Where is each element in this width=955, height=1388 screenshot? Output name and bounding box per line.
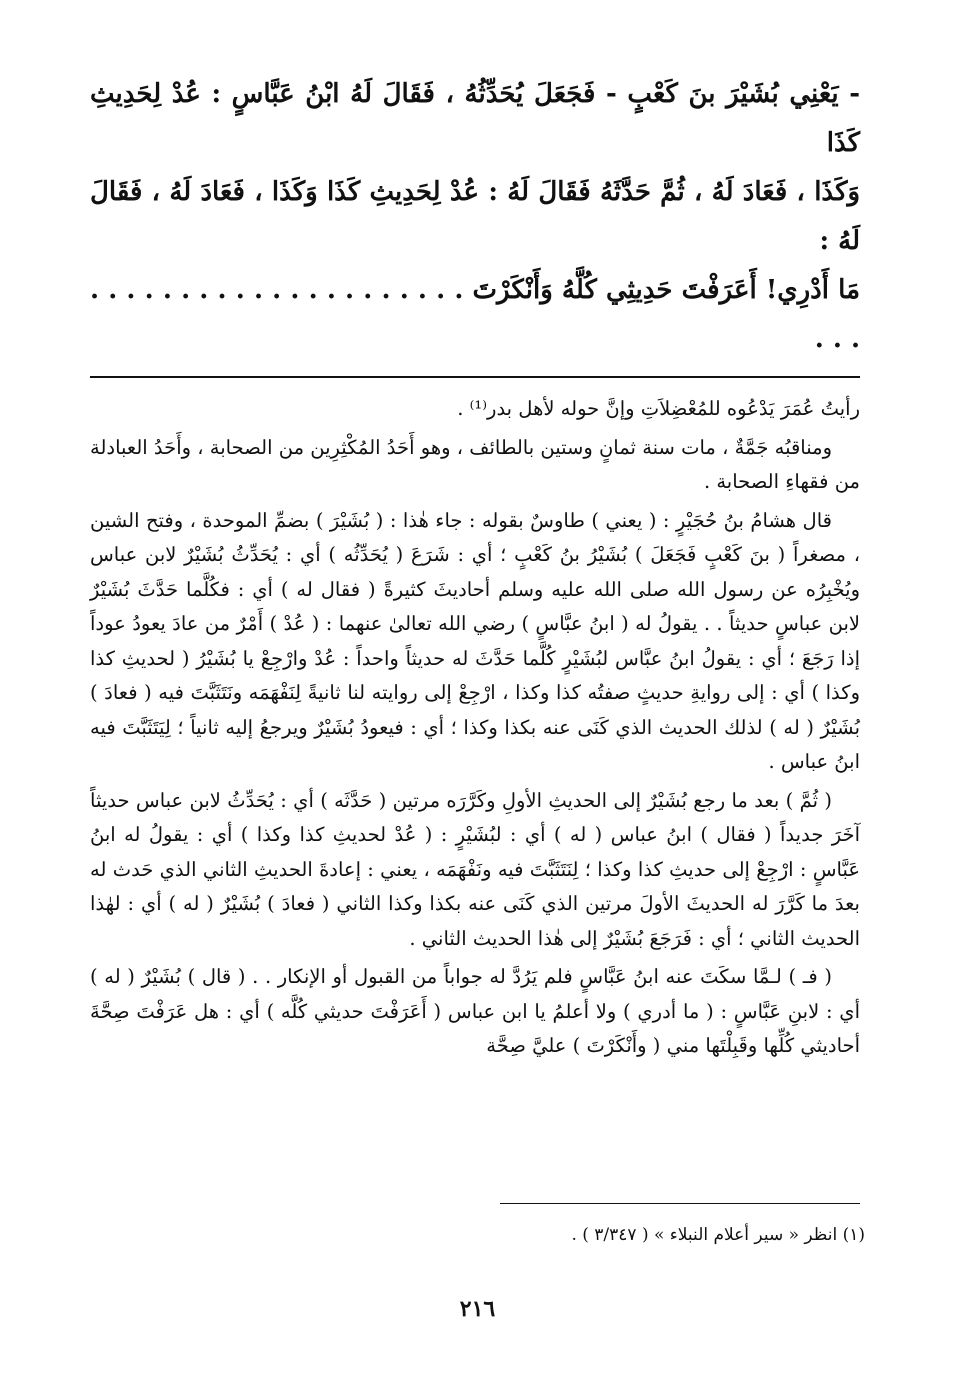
footnote-rule (500, 1203, 860, 1204)
separator-rule (90, 376, 860, 378)
commentary-paragraph: ( فـ ) لـمَّا سكَتَ عنه ابنُ عَبَّاسٍ فلم يَرُدَّ له جواباً من القبول أو الإنكار . . ( قال ) بُشَيْرٌ ( له ) أي : لابنِ عَبَّاسٍ : ( ما أدري ) ولا أعلمُ يا ابن عباس ( أَعَرَفْتَ حديثي كُلَّه ) أي : هل عَرَفْتَ صِحَّةَ أحاديثي كُلِّها وقَبِلْتَها مني ( وأَنْكَرْتَ ) عليَّ صِحَّة (90, 965, 860, 1057)
commentary-text (90, 392, 860, 1064)
commentary-paragraph: قال هشامُ بنُ حُجَيْرٍ : ( يعني ) طاوسٌ بقوله : جاء هٰذا : ( بُشَيْرَ ) بضمِّ الموحدة ، وفتح الشين ، مصغراً ( بنَ كَعْبٍ فَجَعَلَ ) بُشَيْرُ بنُ كَعْبٍ ؛ أي : شَرَعَ ( يُحَدِّثُه ) أي : يُحَدِّثُ بُشَيْرٌ لابن عباس ويُخْبِرُه عن رسول الله صلى الله عليه وسلم أحاديثَ كثيرةً ( فقال له ) أي : فكُلَّما حَدَّثَ بُشَيْرٌ لابن عباسٍ حديثاً . . يقولُ له ( ابنُ عبَّاسٍ ) رضي الله تعالىٰ عنهما : ( عُدْ ) أَمْرٌ من عادَ يعودُ عوداً إذا رَجَعَ ؛ أي : يقولُ ابنُ عبَّاس لبُشَيْرٍ كُلَّما حَدَّثَ له حديثاً واحداً : عُدْ وارْجِعْ يا بُشَيْرُ ( لحديثِ كذا وكذا ) أي : إلى روايةِ حديثٍ صفتُه كذا وكذا ، ارْجِعْ إلى روايته لنا ثانيةً لِنَفْهَمَه ونَتَثَبَّتَ فيه ( فعادَ ) بُشَيْرٌ ( له ) لذلك الحديث الذي كَنَى عنه بكذا وكذا ؛ أي : فيعودُ بُشَيْرٌ ويرجعُ إليه ثانياً ؛ لِيَتَثَبَّتَ فيه ابنُ عباس . (90, 508, 860, 773)
commentary-paragraph: رأيتُ عُمَرَ يَدْعُوه للمُعْضِلاَتِ وإنَّ حوله لأهل بدر⁽¹⁾ . (457, 397, 860, 420)
hadith-line: - يَعْنِي بُشَيْرَ بنَ كَعْبٍ - فَجَعَلَ يُحَدِّثُهُ ، فَقَالَ لَهُ ابْنُ عَبَّاسٍ : عُدْ لِحَدِيثِ كَذَا (90, 79, 860, 158)
page-body (90, 70, 860, 1068)
commentary-paragraph: ( ثُمَّ ) بعد ما رجع بُشَيْرٌ إلى الحديثِ الأولِ وكَرَّرَه مرتين ( حَدَّثَه ) أي : يُحَدِّثُ لابن عباس حديثاً آخَرَ جديداً ( فقال ) ابنُ عباس ( له ) أي : لبُشَيْرٍ : ( عُدْ لحديثِ كذا وكذا ) أي : يقولُ له ابنُ عَبَّاسٍ : ارْجِعْ إلى حديثِ كذا وكذا ؛ لِنَتَثَبَّتَ فيه ونَفْهَمَه ، يعني : إعادةَ الحديثِ الثاني الذي حَدث له بعدَ ما كَرَّرَ له الحديثَ الأولَ مرتين الذي كَنَى عنه بكذا وكذا الثاني ( فعادَ ) بُشَيْرٌ ( له ) أي : لهٰذا الحديث الثاني ؛ أي : فَرَجَعَ بُشَيْرٌ إلى هٰذا الحديث الثاني . (90, 788, 860, 950)
commentary-paragraph: ومناقبُه جَمَّةٌ ، مات سنة ثمانٍ وستين بالطائف ، وهو أَحَدُ المُكْثِرِين من الصحابة ، وأَحَدُ العبادلة من فقهاءِ الصحابة . (90, 435, 860, 493)
page-number: ٢١٦ (459, 1296, 496, 1322)
hadith-line: مَا أَدْرِي! أَعَرَفْتَ حَدِيثِي كُلَّهُ وَأَنْكَرْتَ . . . . . . . . . . . . . . . . . . . . . . . . (90, 275, 860, 354)
footnote: (١) انظر « سير أعلام النبلاء » ( ٣/٣٤٧ ) . (571, 1225, 865, 1245)
hadith-line: وَكَذَا ، فَعَادَ لَهُ ، ثُمَّ حَدَّثَهُ فَقَالَ لَهُ : عُدْ لِحَدِيثِ كَذَا وَكَذَا ، فَعَادَ لَهُ ، فَقَالَ لَهُ : (90, 177, 860, 256)
hadith-text (90, 70, 860, 364)
